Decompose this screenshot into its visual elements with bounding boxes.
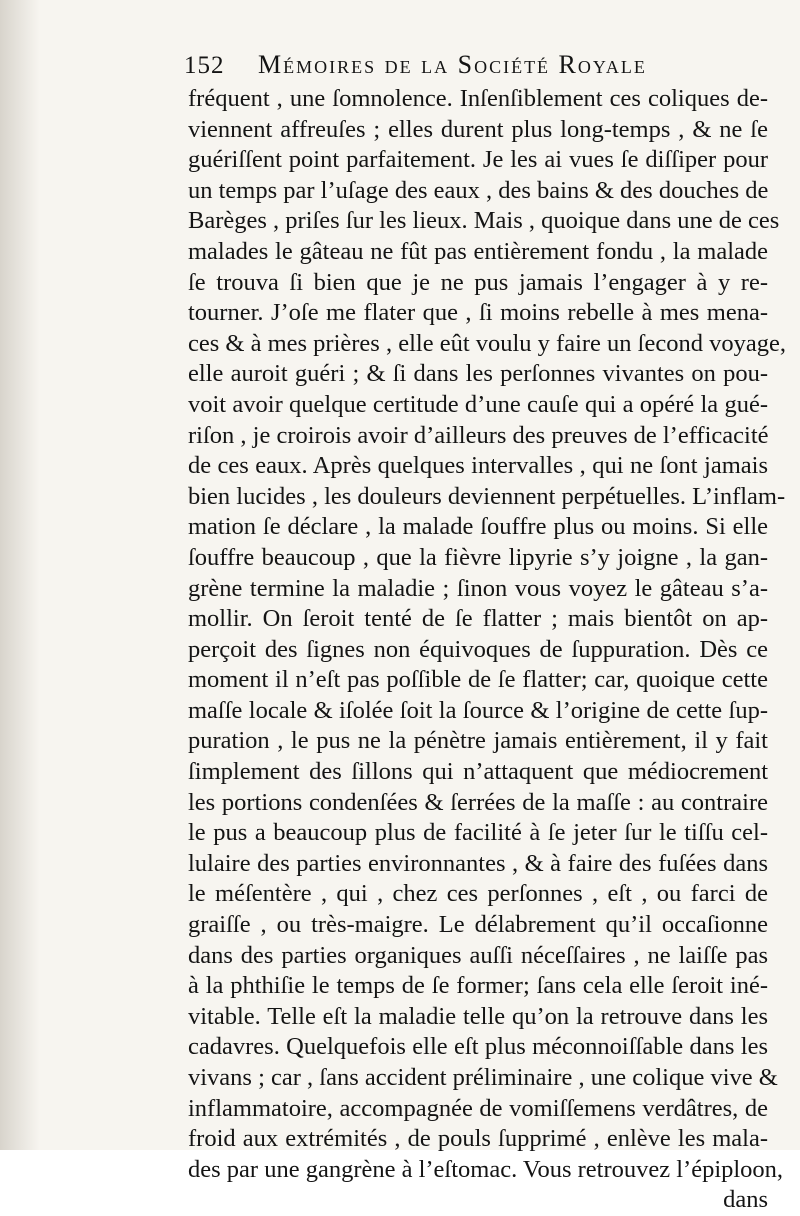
text-line: Barèges , priſes ſur les lieux. Mais , quoique dans une de ces <box>188 207 780 235</box>
text-line: les portions condenſées & ſerrées de la maſſe : au contraire <box>188 788 768 816</box>
text-line: perçoit des ſignes non équivoques de ſuppuration. Dès ce <box>188 635 768 663</box>
text-line: bien lucides , les douleurs deviennent perpétuelles. L’inflam- <box>188 482 786 510</box>
text-line: tourner. J’oſe me flater que , ſi moins rebelle à mes mena- <box>188 299 768 327</box>
text-line: maſſe locale & iſolée ſoit la ſource & l’origine de cette ſup- <box>188 696 768 724</box>
text-line: guériſſent point parfaitement. Je les ai vues ſe diſſiper pour <box>188 146 768 174</box>
text-line: voit avoir quelque certitude d’une cauſe qui a opéré la gué- <box>188 390 768 418</box>
body-text <box>188 84 786 1216</box>
text-line: ſimplement des ſillons qui n’attaquent que médiocrement <box>188 758 768 786</box>
text-line: de ces eaux. Après quelques intervalles , qui ne ſont jamais <box>188 452 768 480</box>
text-line: des par une gangrène à l’eſtomac. Vous retrouvez l’épiploon, <box>188 1155 784 1183</box>
text-line: fréquent , une ſomnolence. Inſenſiblement ces coliques de- <box>188 85 768 112</box>
text-line: ſouffre beaucoup , que la fièvre lipyrie s’y joigne , la gan- <box>188 543 768 571</box>
page-number: 152 <box>184 52 225 79</box>
text-line: ces & à mes prières , elle eût voulu y faire un ſecond voyage, <box>188 329 786 357</box>
text-line: viennent affreuſes ; elles durent plus long-temps , & ne ſe <box>188 115 768 143</box>
text-line: lulaire des parties environnantes , & à faire des fuſées dans <box>188 849 768 877</box>
text-line: mollir. On ſeroit tenté de ſe flatter ; mais bientôt on ap- <box>188 605 768 633</box>
text-line: le méſentère , qui , chez ces perſonnes , eſt , ou farci de <box>188 880 768 908</box>
text-line: malades le gâteau ne fût pas entièrement fondu , la malade <box>188 237 768 265</box>
text-line: à la phthiſie le temps de ſe former; ſans cela elle ſeroit iné- <box>188 972 768 1000</box>
running-head <box>184 50 724 84</box>
text-line: moment il n’eſt pas poſſible de ſe flatter; car, quoique cette <box>188 666 768 694</box>
text-line: le pus a beaucoup plus de facilité à ſe jeter ſur le tiſſu cel- <box>188 819 768 847</box>
running-title: Mémoires de la Société Royale <box>258 50 647 79</box>
text-line: vitable. Telle eſt la maladie telle qu’on la retrouve dans les <box>188 1002 768 1030</box>
text-line: riſon , je croirois avoir d’ailleurs des preuves de l’efficacité <box>188 421 769 449</box>
text-line: dans des parties organiques auſſi néceſſaires , ne laiſſe pas <box>188 941 768 969</box>
text-line: vivans ; car , ſans accident préliminaire , une colique vive & <box>188 1064 778 1091</box>
text-line: inflammatoire, accompagnée de vomiſſemens verdâtres, de <box>188 1094 768 1122</box>
text-line: un temps par l’uſage des eaux , des bains & des douches de <box>188 176 769 204</box>
catchword: dans <box>723 1186 768 1214</box>
text-line: froid aux extrémités , de pouls ſupprimé , enlève les mala- <box>188 1125 768 1153</box>
text-line: mation ſe déclare , la malade ſouffre plus ou moins. Si elle <box>188 513 768 541</box>
text-line: puration , le pus ne la pénètre jamais entièrement, il y fait <box>188 727 768 755</box>
binding-gutter-shadow <box>0 0 40 1150</box>
text-line: graiſſe , ou très-maigre. Le délabrement qu’il occaſionne <box>188 911 768 939</box>
text-line: elle auroit guéri ; & ſi dans les perſonnes vivantes on pou- <box>188 360 768 388</box>
text-line: cadavres. Quelquefois elle eſt plus méconnoiſſable dans les <box>188 1033 768 1061</box>
text-line: ſe trouva ſi bien que je ne pus jamais l’engager à y re- <box>188 268 768 296</box>
text-line: grène termine la maladie ; ſinon vous voyez le gâteau s’a- <box>188 574 768 602</box>
